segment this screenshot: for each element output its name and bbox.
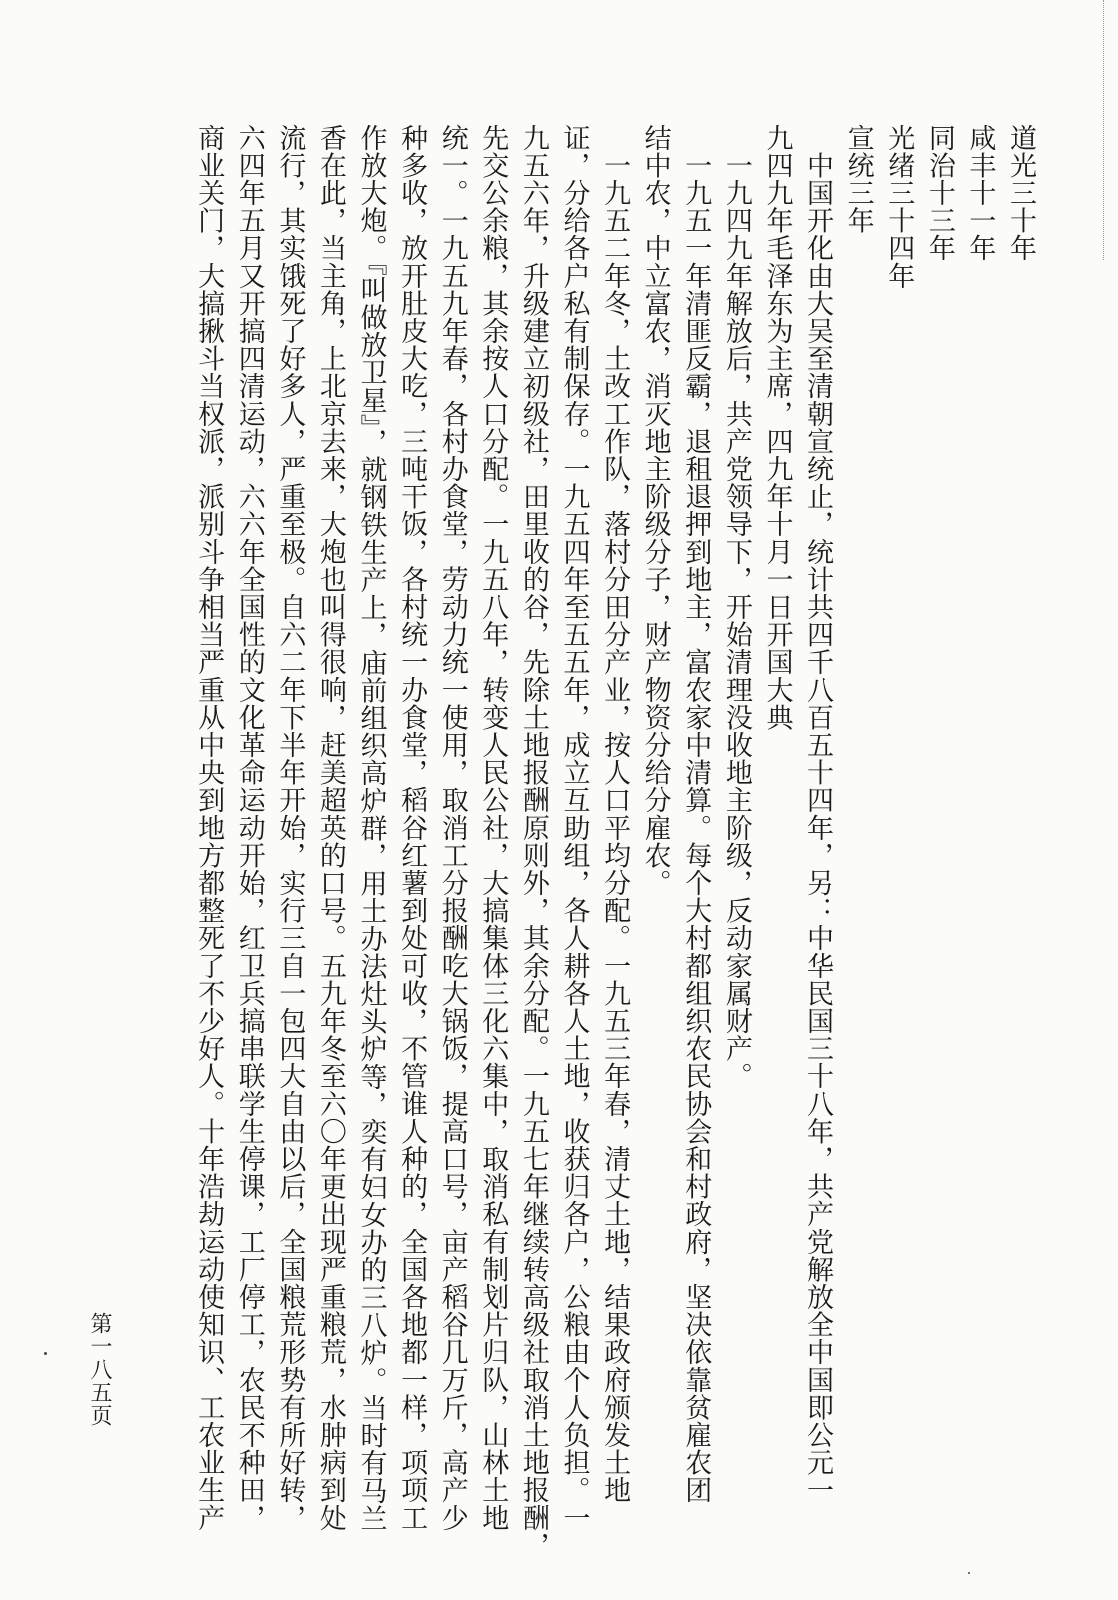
text-column: 中国开化由大吴至清朝宣统止，统计共四千八百五十四年，另：中华民国三十八年，共产党解放全中国即公元一	[802, 124, 834, 1504]
text-column: 种多收，放开肚皮大吃，三吨干饭，各村统一办食堂，稻谷红薯到处可收，不管谁人种的，全国各地都一样，项项工	[396, 124, 428, 1532]
text-column: 九四九年毛泽东为主席，四九年十月一日开国大典	[761, 124, 793, 732]
body-text	[188, 124, 1040, 1574]
text-column: 同治十三年	[923, 124, 955, 262]
text-column: 光绪三十四年	[883, 124, 915, 290]
text-column: 一九五二年冬，土改工作队，落村分田分产业，按人口平均分配。一九五三年春，清丈土地，结果政府颁发土地	[599, 124, 631, 1504]
text-column: 九五六年，升级建立初级社，田里收的谷，先除土地报酬原则外，其余分配。一九五七年继续转高级社取消土地报酬，	[517, 124, 549, 1560]
scan-edge-mark	[1100, 0, 1104, 260]
text-column: 道光三十年	[1005, 124, 1036, 262]
text-column: 统一。一九五九年春，各村办食堂，劳动力统一使用，取消工分报酬吃大锅饭，提高口号，亩产稻谷几万斤，高产少	[436, 124, 468, 1532]
text-column: 作放大炮。『叫做放卫星』，就钢铁生产上，庙前组织高炉群，用土办法灶头炉等，奕有妇女办的三八炉。当时有马兰	[355, 124, 387, 1533]
text-column: 先交公余粮，其余按人口分配。一九五八年，转变人民公社，大搞集体三化六集中，取消私有制划片归队，山林土地	[477, 124, 509, 1532]
scan-speck	[44, 1352, 47, 1355]
text-column: 一九五一年清匪反霸，退租退押到地主，富农家中清算。每个大村都组织农民协会和村政府，坚决依靠贫雇农团	[680, 124, 712, 1504]
text-column: 六四年五月又开搞四清运动，六六年全国性的文化革命运动开始，红卫兵搞串联学生停课，工厂停工，农民不种田，	[233, 124, 265, 1532]
text-column: 香在此，当主角，上北京去来，大炮也叫得很响，赶美超英的口号。五九年冬至六〇年更出现严重粮荒，水肿病到处	[314, 124, 346, 1532]
text-column: 结中农，中立富农，消灭地主阶级分子，财产物资分给分雇农。	[639, 124, 671, 897]
text-column: 流行，其实饿死了好多人，严重至极。自六二年下半年开始，实行三自一包四大自由以后，全国粮荒形势有所好转，	[274, 124, 306, 1532]
text-column: 商业关门，大搞揪斗当权派，派别斗争相当严重从中央到地方都整死了不少好人。十年浩劫运动使知识、工农业生产	[193, 124, 225, 1532]
page-number: 第一八五页	[87, 1312, 112, 1427]
text-column: 一九四九年解放后，共产党领导下，开始清理没收地主阶级，反动家属财产。	[720, 124, 752, 1090]
text-column: 证，分给各户私有制保存。一九五四年至五五年，成立互助组，各人耕各人土地，收获归各户，公粮由个人负担。一	[558, 124, 590, 1532]
scan-speck	[968, 1572, 970, 1574]
text-column: 咸丰十一年	[964, 124, 996, 262]
text-column: 宣统三年	[842, 124, 874, 235]
